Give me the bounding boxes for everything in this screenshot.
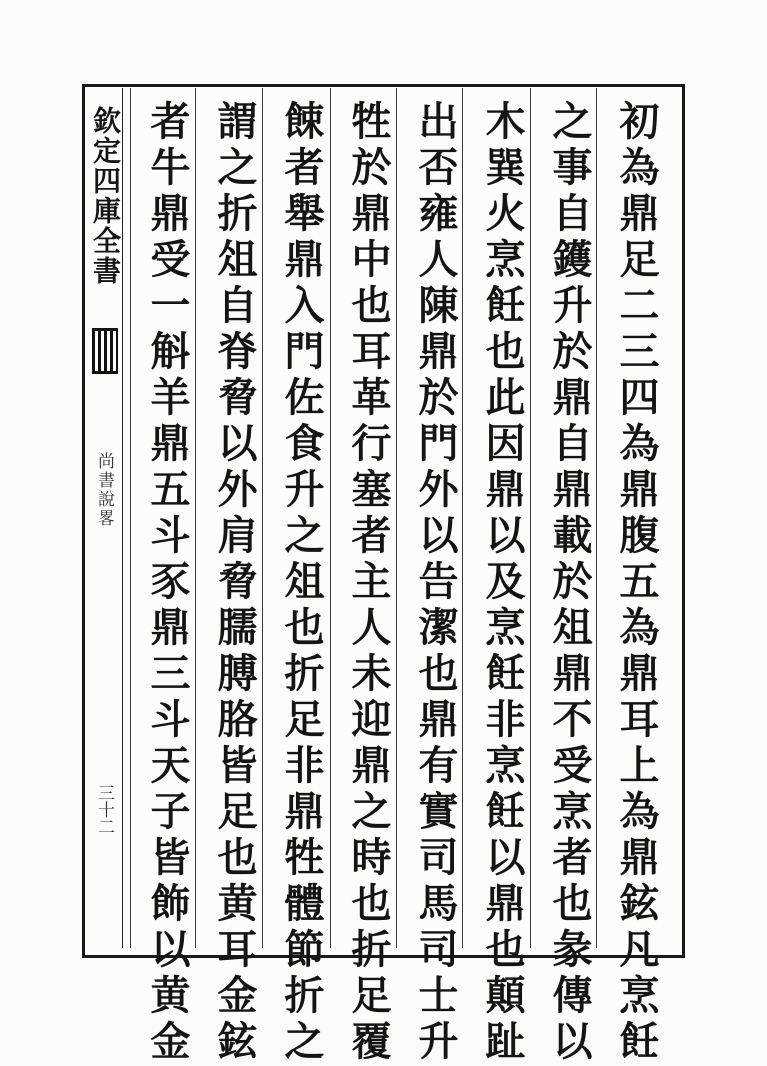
column-divider bbox=[262, 88, 263, 948]
text-column-5: 牲於鼎中也耳革行塞者主人未迎鼎之時也折足覆 bbox=[345, 100, 392, 1066]
book-title: 尚書說畧 bbox=[94, 452, 114, 528]
column-divider bbox=[396, 88, 397, 948]
text-column-8: 者牛鼎受一斛羊鼎五斗豕鼎三斗天子皆飾以黄金 bbox=[144, 100, 191, 1066]
text-column-4: 出否雍人陳鼎於門外以告潔也鼎有實司馬司士升 bbox=[412, 100, 459, 1066]
column-divider bbox=[195, 88, 196, 948]
text-column-3: 木巽火烹飪也此因鼎以及烹飪非烹飪以鼎也顛趾 bbox=[479, 100, 526, 1066]
margin-divider bbox=[122, 88, 123, 948]
column-divider bbox=[130, 88, 131, 948]
series-title: 欽定四庫全書 bbox=[89, 106, 122, 286]
fish-tail-mark-icon bbox=[92, 328, 118, 374]
column-divider bbox=[330, 88, 331, 948]
text-column-1: 初為鼎足二三四為鼎腹五為鼎耳上為鼎鉉凡烹飪 bbox=[613, 100, 660, 1066]
text-column-6: 餗者舉鼎入門佐食升之俎也折足非鼎牲體節折之 bbox=[278, 100, 325, 1066]
text-column-7: 謂之折俎自脊脅以外肩脅臑膊胳皆足也黄耳金鉉 bbox=[211, 100, 258, 1066]
column-divider bbox=[530, 88, 531, 948]
page-number: 三十二 bbox=[94, 784, 114, 835]
text-column-2: 之事自鑊升於鼎自鼎載於俎鼎不受烹者也彖傳以 bbox=[546, 100, 593, 1066]
